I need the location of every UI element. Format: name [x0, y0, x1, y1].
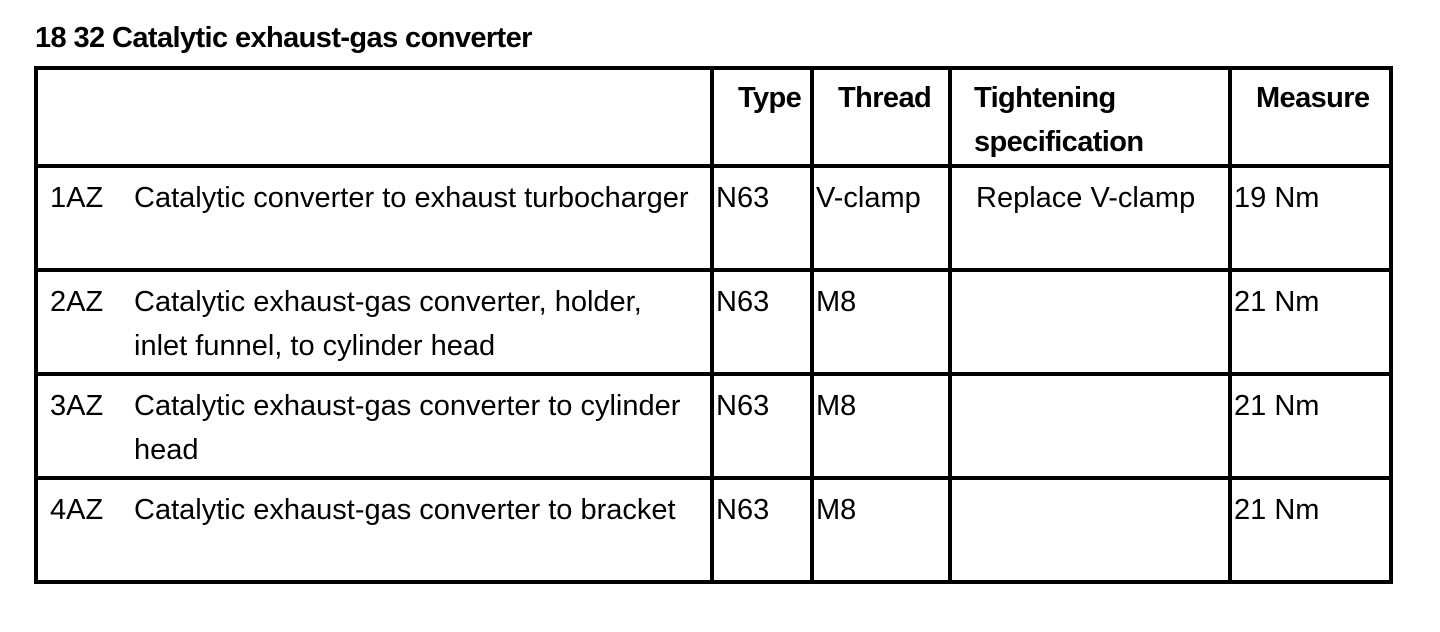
row-id-cell — [36, 374, 712, 478]
measure-cell: 21 Nm — [1230, 374, 1391, 478]
thread-cell: M8 — [812, 270, 950, 374]
tightening-cell: Replace V-clamp — [950, 166, 1230, 270]
type-cell: N63 — [712, 374, 812, 478]
row-id-cell — [36, 478, 712, 582]
position-code: 3AZ — [50, 390, 104, 422]
row-description: Catalytic exhaust-gas converter to bracket — [134, 494, 676, 526]
row-description: Catalytic exhaust-gas converter to cylinder head — [134, 390, 681, 466]
header-blank — [36, 68, 712, 166]
thread-cell: M8 — [812, 478, 950, 582]
thread-cell: M8 — [812, 374, 950, 478]
tightening-cell — [950, 374, 1230, 478]
header-measure: Measure — [1230, 68, 1391, 166]
row-description: Catalytic converter to exhaust turbocharger — [134, 182, 689, 214]
row-description: Catalytic exhaust-gas converter, holder, inlet funnel, to cylinder head — [134, 286, 642, 362]
table-header-row — [36, 68, 1391, 166]
row-id-cell — [36, 166, 712, 270]
type-cell: N63 — [712, 166, 812, 270]
table-row — [36, 374, 1391, 478]
header-type: Type — [712, 68, 812, 166]
tightening-cell — [950, 270, 1230, 374]
type-cell: N63 — [712, 478, 812, 582]
measure-cell: 21 Nm — [1230, 270, 1391, 374]
measure-cell: 19 Nm — [1230, 166, 1391, 270]
type-cell: N63 — [712, 270, 812, 374]
position-code: 1AZ — [50, 182, 104, 214]
position-code: 2AZ — [50, 286, 104, 318]
table-row — [36, 478, 1391, 582]
torque-spec-table — [34, 66, 1393, 584]
thread-cell: V-clamp — [812, 166, 950, 270]
row-id-cell — [36, 270, 712, 374]
header-thread: Thread — [812, 68, 950, 166]
header-tightening: Tightening specification — [950, 68, 1230, 166]
measure-cell: 21 Nm — [1230, 478, 1391, 582]
tightening-cell — [950, 478, 1230, 582]
document-title: 18 32 Catalytic exhaust-gas converter — [35, 22, 532, 54]
position-code: 4AZ — [50, 494, 104, 526]
table-row — [36, 166, 1391, 270]
table-row — [36, 270, 1391, 374]
